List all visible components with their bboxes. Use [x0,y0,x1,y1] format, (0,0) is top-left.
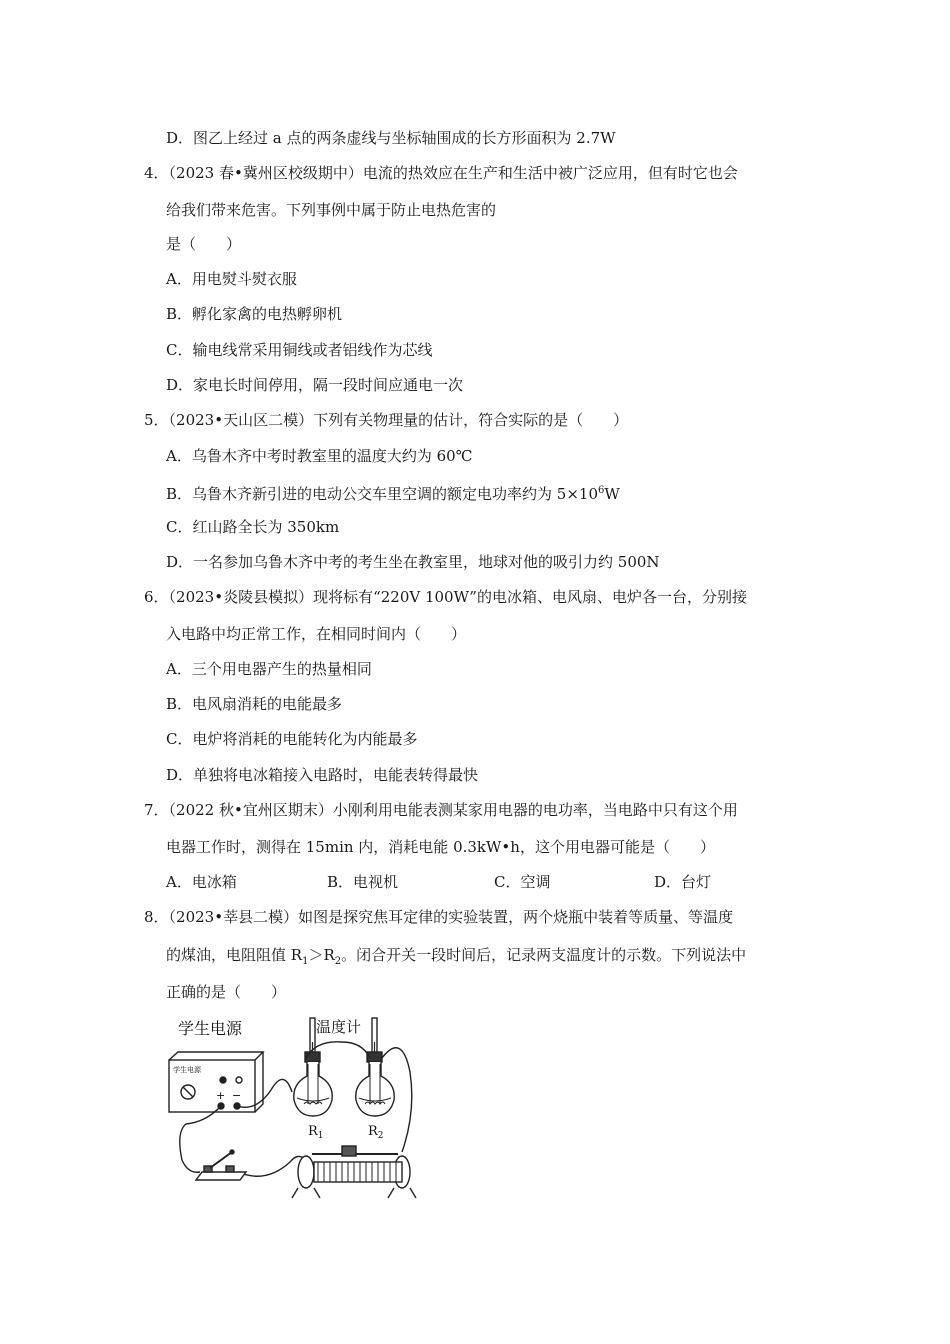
joule-law-apparatus-figure [166,1012,422,1208]
q6-option-b: B．电风扇消耗的电能最多 [166,695,343,713]
q7-stem-line2: 电器工作时，测得在 15min 内，消耗电能 0.3kW•h，这个用电器可能是（ ） [166,838,715,856]
power-supply-label: 学生电源 [178,1019,243,1038]
q6-option-c: C．电炉将消耗的电能转化为内能最多 [166,730,418,748]
q3-option-d: D．图乙上经过 a 点的两条虚线与坐标轴围成的长方形面积为 2.7W [166,129,616,147]
q4-option-d: D．家电长时间停用，隔一段时间应通电一次 [166,376,464,394]
q5-option-c: C．红山路全长为 350km [166,518,340,536]
thermometer-label: 温度计 [316,1018,362,1036]
q8-stem-line2: 的煤油，电阻阻值 $R_1>R_2$。闭合开关一段时间后，记录两支温度计的示数。下列说法中 [166,946,747,967]
q5-option-d: D．一名参加乌鲁木齐中考的考生坐在教室里，地球对他的吸引力约 500N [166,553,660,571]
q7-option-d: D．台灯 [654,873,712,891]
switch-icon [196,1150,246,1180]
q4-option-a: A．用电熨斗熨衣服 [166,270,297,288]
flask-r1-icon [294,1052,332,1116]
q6-stem-line1: 6．（2023•炎陵县模拟）现将标有“220V 100W”的电冰箱、电风扇、电炉各一台，分别接 [144,588,747,606]
r2-label: $R_2$ [368,1124,384,1141]
q4-stem-line2: 给我们带来危害。下列事例中属于防止电热危害的 [166,201,497,219]
q8-stem-line1: 8．（2023•莘县二模）如图是探究焦耳定律的实验装置，两个烧瓶中装着等质量、等温度 [144,908,734,926]
q5-option-a: A．乌鲁木齐中考时教室里的温度大约为 60℃ [166,447,473,465]
flask-r2-icon [356,1052,394,1116]
q7-option-a: A．电冰箱 [166,873,237,891]
q7-option-b: B．电视机 [327,873,399,891]
r1-label: $R_1$ [308,1124,324,1141]
plus-terminal-label: + [216,1089,226,1102]
q7-stem-line1: 7．（2022 秋•宜州区期末）小刚利用电能表测某家用电器的电功率，当电路中只有这个用 [144,801,738,819]
power-supply-small-label: 学生电源 [173,1066,201,1074]
q4-stem-line3: 是（ ） [166,235,242,253]
q8-stem-line3: 正确的是（ ） [166,983,287,1001]
minus-terminal-label: − [232,1089,242,1102]
q4-stem-line1: 4．（2023 春•冀州区校级期中）电流的热效应在生产和生活中被广泛应用，但有时它也会 [144,164,738,182]
q6-option-a: A．三个用电器产生的热量相同 [166,660,372,678]
q7-options-row [0,872,950,892]
q5-option-b: B．乌鲁木齐新引进的电动公交车里空调的额定电功率约为 $5\times 10^6W$ [166,485,620,503]
q6-option-d: D．单独将电冰箱接入电路时，电能表转得最快 [166,766,479,784]
q7-option-c: C．空调 [494,873,551,891]
q4-option-b: B．孵化家禽的电热孵卵机 [166,305,343,323]
sliding-rheostat-icon [292,1146,416,1198]
q5-stem: 5．（2023•天山区二模）下列有关物理量的估计，符合实际的是（ ） [144,411,629,429]
q6-stem-line2: 入电路中均正常工作，在相同时间内（ ） [166,625,467,643]
q4-option-c: C．输电线常采用铜线或者铝线作为芯线 [166,341,433,359]
